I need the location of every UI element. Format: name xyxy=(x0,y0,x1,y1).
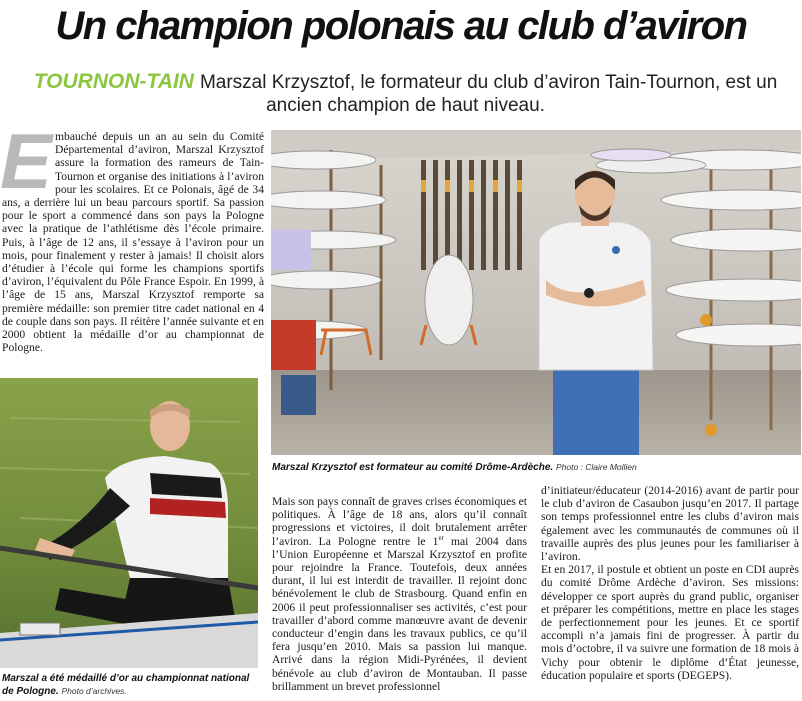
rower-caption-credit: Photo d’archives. xyxy=(61,686,127,696)
article-column-2 xyxy=(272,495,527,693)
main-photo xyxy=(271,130,801,455)
column-3-paragraph-1: d’initiateur/éducateur (2014-2016) avant de partir pour le club d’aviron de Casaubon jusqu’en 2017. Il partage son temps professionnel entre les clubs d’aviron mais également avec les communautés de communes où il travaille auprès des plus jeunes pour les familiariser à l’aviron. xyxy=(541,484,799,564)
main-photo-caption xyxy=(272,461,800,474)
kicker-location: TOURNON-TAIN xyxy=(33,70,194,93)
column-3-paragraph-2: Et en 2017, il postule et obtient un poste en CDI auprès du comité Drôme Ardèche d’aviron. Ses missions: développer ce sport auprès du grand public, organiser et préparer les compétitions, mettre en place les stages de perfectionnement pour les jeunes. Et ce sportif accompli n’a jamais fini de progresser. À partir du mois d’octobre, il va suivre une formation de 18 mois à Vichy pour obtenir le diplôme d’État jeunesse, éducation populaire et sports (DEGEPS). xyxy=(541,563,799,682)
intro-column xyxy=(0,117,264,355)
column-2-text-a: Mais son pays connaît de graves crises économiques et politiques. À l’âge de 18 ans, alors qu’il connaît progressions et victoires, il doit brutalement arrêter l’aviron. La Pologne rentre le 1 xyxy=(272,495,527,548)
rower-photo xyxy=(0,378,258,668)
lede xyxy=(18,70,793,117)
ordinal-suffix: er xyxy=(438,533,444,542)
headline: Un champion polonais au club d’aviron xyxy=(55,4,747,48)
rower-photo-caption xyxy=(2,672,260,698)
lede-text: Marszal Krzysztof, le formateur du club d’aviron Tain-Tournon, est un ancien champion de haut niveau. xyxy=(199,72,778,116)
article-column-3 xyxy=(541,484,799,682)
main-caption-text: Marszal Krzysztof est formateur au comité Drôme-Ardèche. xyxy=(272,462,554,473)
column-2-text-b: mai 2004 dans l’Union Européenne et Marszal Krzysztof en profite pour rejoindre la France. Toutefois, deux années durant, il lui est interdit de travailler. Il rejoint donc bénévolement le club de Strasbourg. Quand enfin en 2006 il peut professionnaliser ses activités, c’est pour travailler d’abord comme manœuvre avant de devenir conducteur d’engin dans les travaux publics, ce qu’il fera jusqu’en 2010. Mais sa passion lui manque. Arrivé dans la région Midi-Pyrénées, il devient bénévole au club d’aviron de Montauban. Il passe brillamment un brevet professionnel xyxy=(272,534,527,693)
drop-cap: E xyxy=(0,117,53,205)
main-caption-credit: Photo : Claire Mollien xyxy=(555,462,637,472)
rower-caption-text: Marszal a été médaillé d’or au championnat national de Pologne. xyxy=(2,673,250,697)
intro-text: mbauché depuis un an au sein du Comité Départemental d’aviron, Marszal Krzysztof assure la formation des rameurs de Tain-Tournon et organise des initiations à l’aviron pour les scolaires. Et ce Polonais, âgé de 34 ans, a derrière lui un beau parcours sportif. Sa passion pour le sport a commencé dans son pays la Pologne avec la pratique de l’athlétisme dès l’école primaire. Puis, à l’âge de 12 ans, il s’essaye à l’aviron pour un mois, pour finalement y rester à jamais! Il choisit alors d’étudier à l’école qui forme les champions sportifs d’aviron, l’équivalent du Pôle France Espoir. En 1999, à l’âge de 15 ans, Marszal Krzysztof remporte sa première médaille: son premier titre cadet national en 4 de couple dans son pays. Il réitère l’année suivante et en 2000 obtient la médaille d’or au championnat de Pologne. xyxy=(2,130,264,355)
